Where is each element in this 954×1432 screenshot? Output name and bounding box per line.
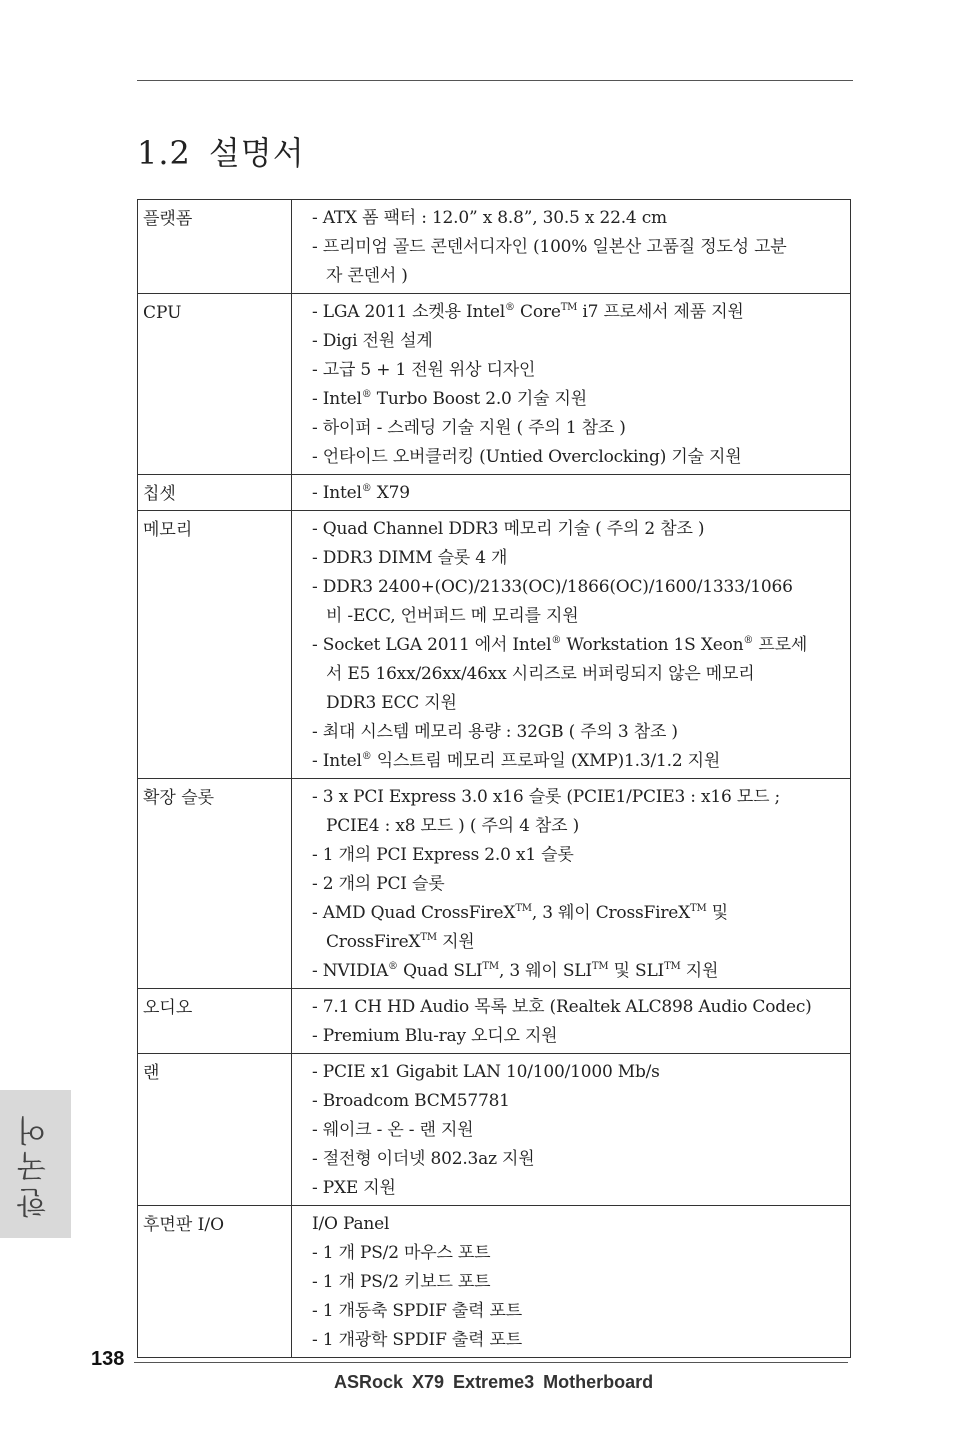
- spec-text: - ATX 폼 팩터 : 12.0” x 8.8”, 30.5 x 22.4 cm: [312, 208, 667, 228]
- spec-row: [138, 1054, 851, 1206]
- footer-title: ASRock X79 Extreme3 Motherboard: [334, 1372, 654, 1392]
- spec-row: [138, 475, 851, 511]
- spec-details: [292, 294, 851, 475]
- spec-text: - DDR3 2400+(OC)/2133(OC)/1866(OC)/1600/1333/1066: [312, 577, 793, 597]
- superscript-mark: ®: [361, 389, 372, 400]
- superscript-mark: ®: [505, 302, 515, 313]
- spec-details: [292, 989, 851, 1054]
- spec-text: - Intel: [312, 483, 362, 503]
- spec-line: [312, 747, 846, 776]
- spec-text: - 절전형 이더넷 802.3az 지원: [312, 1149, 535, 1169]
- spec-text: - Socket LGA 2011 에서 Intel: [312, 635, 552, 655]
- spec-line: [312, 993, 846, 1022]
- spec-details: [292, 475, 851, 511]
- superscript-mark: TM: [482, 961, 499, 972]
- spec-line: [312, 298, 846, 327]
- spec-line: [312, 718, 846, 747]
- spec-category: 메모리: [138, 511, 292, 779]
- spec-line: [312, 1239, 846, 1268]
- spec-details: [292, 200, 851, 294]
- spec-line: [312, 573, 846, 602]
- spec-details: [292, 779, 851, 989]
- spec-line: [312, 443, 846, 472]
- spec-text: 지원: [680, 961, 719, 981]
- spec-text: - 하이퍼 - 스레딩 기술 지원 ( 주의 1 참조 ): [312, 418, 626, 438]
- spec-line: [312, 1145, 846, 1174]
- superscript-mark: TM: [420, 932, 437, 943]
- spec-line: [312, 1174, 846, 1203]
- spec-line: [312, 515, 846, 544]
- spec-line: [312, 385, 846, 414]
- spec-text: 자 콘덴서 ): [326, 266, 408, 286]
- spec-line: [312, 414, 846, 443]
- spec-line: [312, 1116, 846, 1145]
- spec-text: - 1 개 PS/2 마우스 포트: [312, 1243, 491, 1263]
- spec-text: - Intel: [312, 751, 362, 771]
- superscript-mark: TM: [690, 903, 707, 914]
- spec-line: [312, 1326, 846, 1355]
- superscript-mark: ®: [743, 635, 754, 646]
- spec-row: [138, 1206, 851, 1358]
- spec-text: I/O Panel: [312, 1214, 390, 1234]
- spec-line: [312, 899, 846, 928]
- language-side-tab: [0, 1090, 71, 1238]
- spec-text: 익스트림 메모리 프로파일 (XMP)1.3/1.2 지원: [371, 751, 721, 771]
- spec-text: - LGA 2011 소켓용 Intel: [312, 302, 506, 322]
- spec-text: , 3 웨이 SLI: [498, 961, 592, 981]
- spec-row: [138, 511, 851, 779]
- spec-row: [138, 200, 851, 294]
- spec-line: [312, 870, 846, 899]
- spec-table-body: [138, 200, 851, 1358]
- spec-text: - 3 x PCI Express 3.0 x16 슬롯 (PCIE1/PCIE3 : x16 모드 ;: [312, 787, 781, 807]
- spec-category: 칩셋: [138, 475, 292, 511]
- spec-line: [312, 204, 846, 233]
- spec-line: [312, 928, 846, 957]
- spec-text: - Digi 전원 설계: [312, 331, 433, 351]
- spec-row: [138, 989, 851, 1054]
- superscript-mark: ®: [361, 751, 372, 762]
- spec-category: 확장 슬롯: [138, 779, 292, 989]
- spec-line: [312, 1058, 846, 1087]
- spec-text: - PXE 지원: [312, 1178, 396, 1198]
- spec-line: [312, 479, 846, 508]
- spec-line: [312, 631, 846, 660]
- header-rule: [137, 80, 853, 81]
- spec-category: CPU: [138, 294, 292, 475]
- spec-row: [138, 779, 851, 989]
- spec-text: - 프리미엄 골드 콘덴서디자인 (100% 일본산 고품질 정도성 고분: [312, 237, 787, 257]
- spec-line: [312, 841, 846, 870]
- spec-text: - 1 개동축 SPDIF 출력 포트: [312, 1301, 522, 1321]
- spec-text: Workstation 1S Xeon: [561, 635, 744, 655]
- spec-line: [312, 1022, 846, 1051]
- spec-text: - Intel: [312, 389, 362, 409]
- spec-line: [312, 233, 846, 262]
- spec-line: [312, 327, 846, 356]
- spec-line: [312, 602, 846, 631]
- spec-text: CrossFireX: [326, 932, 421, 952]
- spec-text: 서 E5 16xx/26xx/46xx 시리즈로 버퍼링되지 않은 메모리: [326, 664, 755, 684]
- spec-line: [312, 356, 846, 385]
- spec-line: [312, 1210, 846, 1239]
- spec-text: Turbo Boost 2.0 기술 지원: [371, 389, 587, 409]
- spec-category: 랜: [138, 1054, 292, 1206]
- spec-category: 후면판 I/O: [138, 1206, 292, 1358]
- spec-text: X79: [371, 483, 410, 503]
- spec-text: PCIE4 : x8 모드 ) ( 주의 4 참조 ): [326, 816, 579, 836]
- spec-line: [312, 783, 846, 812]
- spec-text: , 3 웨이 CrossFireX: [531, 903, 691, 923]
- footer-rule: [134, 1362, 848, 1363]
- section-heading: 설명서: [208, 134, 305, 172]
- spec-details: [292, 1054, 851, 1206]
- spec-table: [137, 199, 851, 1358]
- spec-text: i7 프로세서 제품 지원: [577, 302, 744, 322]
- superscript-mark: TM: [664, 961, 681, 972]
- spec-text: - PCIE x1 Gigabit LAN 10/100/1000 Mb/s: [312, 1062, 660, 1082]
- spec-text: 및 SLI: [608, 961, 665, 981]
- spec-text: Core: [514, 302, 561, 322]
- spec-line: [312, 544, 846, 573]
- spec-text: - NVIDIA: [312, 961, 389, 981]
- spec-line: [312, 1087, 846, 1116]
- spec-text: - 7.1 CH HD Audio 목록 보호 (Realtek ALC898 Audio Codec): [312, 997, 812, 1017]
- spec-line: [312, 957, 846, 986]
- spec-text: - 고급 5 + 1 전원 위상 디자인: [312, 360, 536, 380]
- spec-row: [138, 294, 851, 475]
- spec-text: - 1 개의 PCI Express 2.0 x1 슬롯: [312, 845, 574, 865]
- spec-line: [312, 1268, 846, 1297]
- spec-text: - Premium Blu-ray 오디오 지원: [312, 1026, 558, 1046]
- language-label: 한국어: [17, 1110, 53, 1218]
- spec-text: - 최대 시스템 메모리 용량 : 32GB ( 주의 3 참조 ): [312, 722, 678, 742]
- spec-text: - DDR3 DIMM 슬롯 4 개: [312, 548, 508, 568]
- spec-text: Quad SLI: [397, 961, 483, 981]
- superscript-mark: ®: [388, 961, 398, 972]
- superscript-mark: TM: [515, 903, 532, 914]
- spec-text: - 언타이드 오버클러킹 (Untied Overclocking) 기술 지원: [312, 447, 742, 467]
- spec-text: - 웨이크 - 온 - 랜 지원: [312, 1120, 474, 1140]
- spec-line: [312, 812, 846, 841]
- spec-text: 지원: [436, 932, 475, 952]
- spec-details: [292, 1206, 851, 1358]
- spec-line: [312, 660, 846, 689]
- spec-text: 프로세: [753, 635, 808, 655]
- section-number: 1.2: [137, 134, 191, 172]
- section-title: [137, 128, 305, 174]
- spec-category: 플랫폼: [138, 200, 292, 294]
- spec-line: [312, 689, 846, 718]
- spec-category: 오디오: [138, 989, 292, 1054]
- superscript-mark: TM: [560, 302, 578, 313]
- superscript-mark: ®: [551, 635, 562, 646]
- spec-line: [312, 1297, 846, 1326]
- spec-details: [292, 511, 851, 779]
- spec-text: - 1 개 PS/2 키보드 포트: [312, 1272, 491, 1292]
- spec-text: 비 -ECC, 언버퍼드 메 모리를 지원: [326, 606, 579, 626]
- superscript-mark: TM: [591, 961, 609, 972]
- spec-text: - 2 개의 PCI 슬롯: [312, 874, 445, 894]
- page-number: 138: [91, 1348, 125, 1370]
- spec-text: - 1 개광학 SPDIF 출력 포트: [312, 1330, 522, 1350]
- spec-line: [312, 262, 846, 291]
- spec-text: - Broadcom BCM57781: [312, 1091, 510, 1111]
- spec-text: - AMD Quad CrossFireX: [312, 903, 516, 923]
- superscript-mark: ®: [361, 483, 372, 494]
- spec-text: 및: [706, 903, 728, 923]
- spec-text: DDR3 ECC 지원: [326, 693, 457, 713]
- spec-text: - Quad Channel DDR3 메모리 기술 ( 주의 2 참조 ): [312, 519, 705, 539]
